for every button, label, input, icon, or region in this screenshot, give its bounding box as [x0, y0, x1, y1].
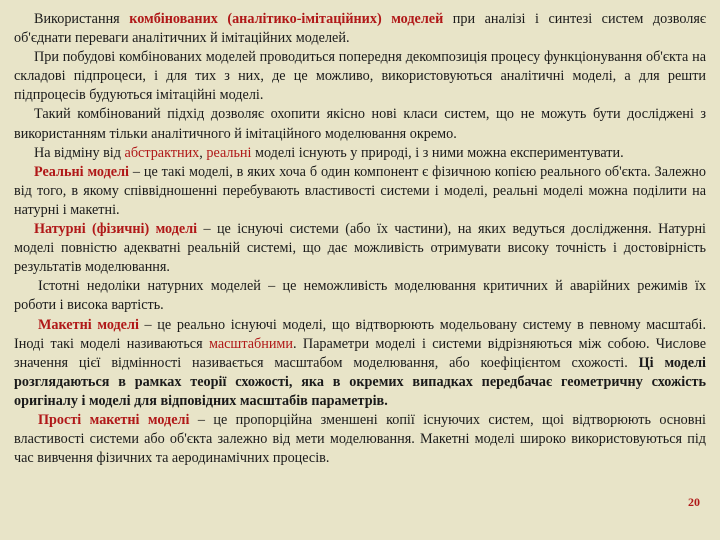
text-similarity-theory: Ці моделі розглядаються в рамках теорії схожості, яка в окремих випадках передбачає геометричну схожість оригіналу і моделі для відповідних масштабів параметрів.: [14, 354, 706, 409]
text: – це пропорційна зменшені копії існуючих систем, щоі відтворюють основні властивості системи або об'єкта залежно від мети моделювання. Макетні моделі широко використовуються під час вивчення фізичних та аеродинамічних процесів.: [14, 411, 706, 467]
text: На відміну від: [34, 144, 125, 161]
term-real: реальні: [206, 144, 252, 161]
paragraph-natural-drawbacks: [14, 277, 706, 315]
paragraph-mockup-models: [14, 316, 706, 411]
paragraph-decomposition: [14, 48, 706, 105]
text: Такий комбінований підхід дозволяє охопити якісно нові класи систем, що не можуть бути досліджені з використанням тільки аналітичного й імітаційного моделювання окремо.: [14, 106, 706, 142]
term-natural-models: Натурні (фізичні) моделі: [34, 221, 198, 238]
text: При побудові комбінованих моделей проводиться попередня декомпозиція процесу функціонування об'єкта на складові підпроцеси, і для тих з них, де це можливо, використовуються аналітичні моделі, а для решти підпроцесів будуються імітаційні моделі.: [14, 49, 706, 104]
text: – це існуючі системи (або їх частини), на яких ведуться дослідження. Натурні моделі повністю адекватні реальній системі, що дає можливість отримувати високу точність і достовірність результатів моделювання.: [14, 221, 706, 276]
paragraph-combined-approach: [14, 105, 706, 143]
paragraph-natural-models: [14, 220, 706, 277]
paragraph-combined-models: [14, 10, 706, 48]
term-combined-models: комбінованих (аналітико-імітаційних) моделей: [129, 11, 444, 27]
term-abstract: абстрактних: [124, 144, 200, 161]
term-mockup-models: Макетні моделі: [38, 316, 139, 333]
term-real-models: Реальні моделі: [34, 163, 129, 180]
paragraph-real-models: [14, 163, 706, 220]
text: ,: [199, 144, 207, 161]
text: – це такі моделі, в яких хоча б один компонент є фізичною копією реального об'єкта. Залежно від того, в якому співвідношенні перебувають властивості системи і моделі, реальні моделі можна поділити на натурні і макетні.: [14, 163, 706, 218]
text: . Параметри моделі і системи відрізняються між собою. Числове значення цієї відмінності називається масштабом моделювання, або коефіцієнтом схожості.: [14, 335, 706, 371]
term-simple-mockup-models: Прості макетні моделі: [38, 411, 190, 428]
text: моделі існують у природі, і з ними можна експериментувати.: [251, 144, 624, 161]
text: – це реально існуючі моделі, що відтворюють модельовану систему в певному масштабі. Іноді такі моделі називаються: [14, 316, 706, 352]
text: Істотні недоліки натурних моделей – це неможливість моделювання критичних й аварійних режимів їх роботи і висока вартість.: [14, 278, 706, 314]
term-scale: масштабними: [208, 335, 293, 352]
page-number: 20: [688, 494, 700, 509]
text: Використання: [34, 11, 130, 27]
paragraph-simple-mockup-models: [14, 411, 706, 468]
paragraph-real-vs-abstract: [14, 144, 706, 163]
text: при аналізі і синтезі систем дозволяє об'єднати переваги аналітичних й імітаційних моделей.: [14, 11, 706, 47]
